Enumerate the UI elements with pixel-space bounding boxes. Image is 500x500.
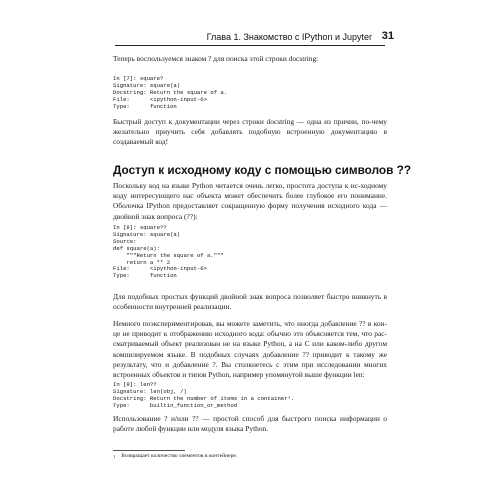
docstring-paragraph: Быстрый доступ к документации через строки docstring — одна из причин, по-чему желательно приучить себя добавлять подобную встроенную документацию в создаваемый код! — [113, 117, 387, 147]
intro-paragraph: Теперь воспользуемся знаком ? для поиска этой строки docstring: — [113, 54, 319, 63]
experiment-paragraph: Немного поэкспериментировав, вы можете заметить, что иногда добавление ?? в кон-це не приводит к отображению исходного кода: обычно это объясняется тем, что рас-сматриваемый объект реализован не на языке Python, а на C или каком-либо другом компилируемом языке. В подобных случаях добавление ?? приводит к такому же результату, что и добавление ?. Вы столкнетесь с этим при исследовании многих встроенных объектов и типов Python, например упомянутой выше функции len: — [113, 319, 387, 380]
footnote-mark: 1 — [113, 454, 116, 459]
footnote-rule — [113, 450, 185, 451]
source-access-paragraph: Поскольку код на языке Python читается очень легко, простота доступа к ис-ходному коду интересующего нас объекта может обеспечить более глубокое его понимание. Оболочка IPython предоставляет сокращенную форму получения исходного кода — двойной знак вопроса (??): — [113, 181, 387, 221]
code-block-square-help: In [7]: square? Signature: square(a) Docstring: Return the square of a. File: <ipython-input-6> Type: function — [113, 75, 228, 110]
running-header — [0, 30, 500, 46]
header-rule — [115, 45, 385, 46]
footnote-text: Возвращает количество элементов в контейнере. — [121, 453, 238, 459]
summary-paragraph: Использование ? и/или ?? — простой способ для быстрого поиска информации о работе любой функции или модуля языка Python. — [113, 414, 387, 434]
page-number: 31 — [381, 30, 394, 42]
section-heading: Доступ к исходному коду с помощью символов ?? — [113, 163, 412, 177]
code-block-len-help: In [9]: len?? Signature: len(obj, /) Docstring: Return the number of items in a container¹. Type: builtin_function_or_method — [113, 381, 295, 409]
chapter-title: Глава 1. Знакомство с IPython и Jupyter — [206, 32, 372, 42]
simple-functions-paragraph: Для подобных простых функций двойной знак вопроса позволяет быстро вникнуть в особенности внутренней реализации. — [113, 292, 387, 312]
code-block-square-source: In [8]: square?? Signature: square(a) Source: def square(a): """Return the square of a.""" return a ** 2 File: <ipython-input-6> Type: function — [113, 224, 224, 280]
footnote — [113, 453, 387, 460]
